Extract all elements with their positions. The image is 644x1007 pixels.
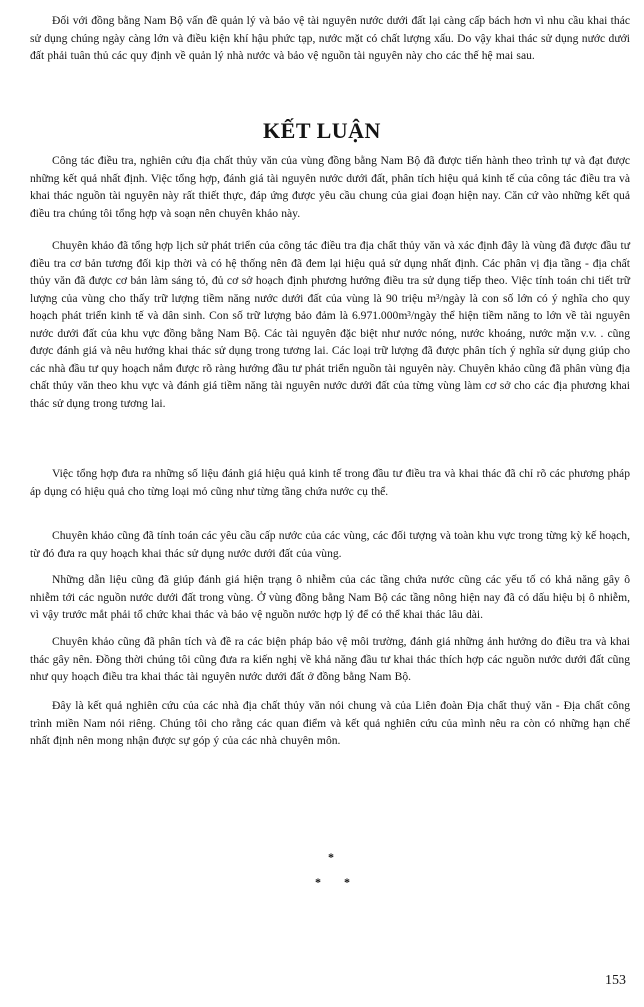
intro-paragraph: Đối với đồng bằng Nam Bộ vấn đề quản lý và bảo vệ tài nguyên nước dưới đất lại càng cấp bách hơn vì nhu cầu khai thác sử dụng chúng ngày càng lớn và điều kiện khí hậu phức tạp, nước mặt có chất lượng xấu. Do vậy khai thác sử dụng nước dưới đất phải tuân thủ các quy định về quản lý nhà nước và bảo vệ nguồn tài nguyên này cho các thế hệ mai sau. (30, 14, 630, 62)
conclusion-paragraph-6: Chuyên khảo cũng đã phân tích và đề ra các biện pháp bảo vệ môi trường, đánh giá những ảnh hưởng do điều tra và khai thác gây nên. Đồng thời chúng tôi cũng đưa ra kiến nghị về khả năng đầu tư khai thác thích hợp các nguồn nước dưới đất cũng như quy hoạch điều tra khai thác tài nguyên nước dưới đất ở đồng bằng Nam Bộ. (30, 635, 630, 683)
conclusion-paragraph-3: Việc tổng hợp đưa ra những số liệu đánh giá hiệu quả kinh tế trong đầu tư điều tra và khai thác đã chỉ rõ các phương pháp áp dụng có hiệu quả cho từng loại mỏ cũng như từng tầng chứa nước cụ thể. (30, 467, 630, 498)
ornament-asterisk-bottom-right: * (344, 875, 350, 889)
conclusion-paragraph-5: Những dẫn liệu cũng đã giúp đánh giá hiện trạng ô nhiễm của các tầng chứa nước cũng các yếu tố có khả năng gây ô nhiễm tới các nguồn nước dưới đất trong vùng. Ở vùng đồng bằng Nam Bộ các tầng nông hiện nay đã có dấu hiệu bị ô nhiễm, vì vậy trước mắt phải tổ chức khai thác và bảo vệ nguồn nước hợp lý để có thể khai thác lâu dài. (30, 573, 630, 621)
conclusion-paragraph-2: Chuyên khảo đã tổng hợp lịch sử phát triển của công tác điều tra địa chất thủy văn và xác định đây là vùng đã được đầu tư điều tra cơ bản tương đối kịp thời và có hệ thống nên đã đem lại hiệu quả sử dụng nhất định. Các phân vị địa tầng - địa chất thủy văn đã được cơ bản làm sáng tỏ, đủ cơ sở hoạch định phương hướng điều tra sử dụng tiếp theo. Việc tính toán chi tiết trữ lượng của vùng cho thấy trữ lượng tiềm năng nước dưới đất của vùng là 90 triệu m³/ngày là con số lớn có ý nghĩa cho quy hoạch phát triển kinh tế và dân sinh. Con số trữ lượng bảo đảm là 6.971.000m³/ngày thể hiện tiềm năng to lớn về tài nguyên nước dưới đất của khu vực đồng bằng Nam Bộ. Các tài nguyên đặc biệt như nước nóng, nước khoáng, nước mặn v.v. . cũng được đánh giá và nêu hướng khai thác sử dụng trong tương lai. Các loại trữ lượng đã được phân tích ý nghĩa sử dụng giúp cho các nhà đầu tư quy hoạch nắm được rõ ràng hướng đầu tư phát triển nguồn tài nguyên này. Chuyên khảo cũng đã phân vùng địa chất thủy văn theo khu vực và đánh giá tiềm năng tài nguyên nước dưới đất của từng vùng làm cơ sở cho các địa phương khai thác sử dụng trong tương lai. (30, 239, 630, 410)
page-number: 153 (605, 973, 626, 988)
ornament-asterisk-top: * (328, 850, 334, 864)
conclusion-paragraph-1: Công tác điều tra, nghiên cứu địa chất thủy văn của vùng đồng bằng Nam Bộ đã được tiến hành theo trình tự và đạt được những kết quả nhất định. Việc tổng hợp, đánh giá tài nguyên nước dưới đất, phân tích hiệu quả kinh tế của công tác điều tra và khai thác nguồn tài nguyên này rất thiết thực, đáp ứng được yêu cầu chung của giai đoạn hiện nay. Căn cứ vào những kết quả điều tra chúng tôi tổng hợp và soạn nên chuyên khảo này. (30, 154, 630, 220)
conclusion-paragraph-4: Chuyên khảo cũng đã tính toán các yêu cầu cấp nước của các vùng, các đối tượng và toàn khu vực trong từng kỳ kế hoạch, từ đó đưa ra quy hoạch khai thác sử dụng nước dưới đất của vùng. (30, 529, 630, 560)
section-title: KẾT LUẬN (263, 118, 381, 143)
conclusion-paragraph-7: Đây là kết quả nghiên cứu của các nhà địa chất thủy văn nói chung và của Liên đoàn Địa chất thuỷ văn - Địa chất công trình miền Nam nói riêng. Chúng tôi cho rằng các quan điểm và kết quả nghiên cứu của mình nêu ra còn có những hạn chế nhất định nên mong nhận được sự góp ý của các nhà chuyên môn. (30, 699, 630, 747)
ornament-asterisk-bottom-left: * (315, 875, 321, 889)
